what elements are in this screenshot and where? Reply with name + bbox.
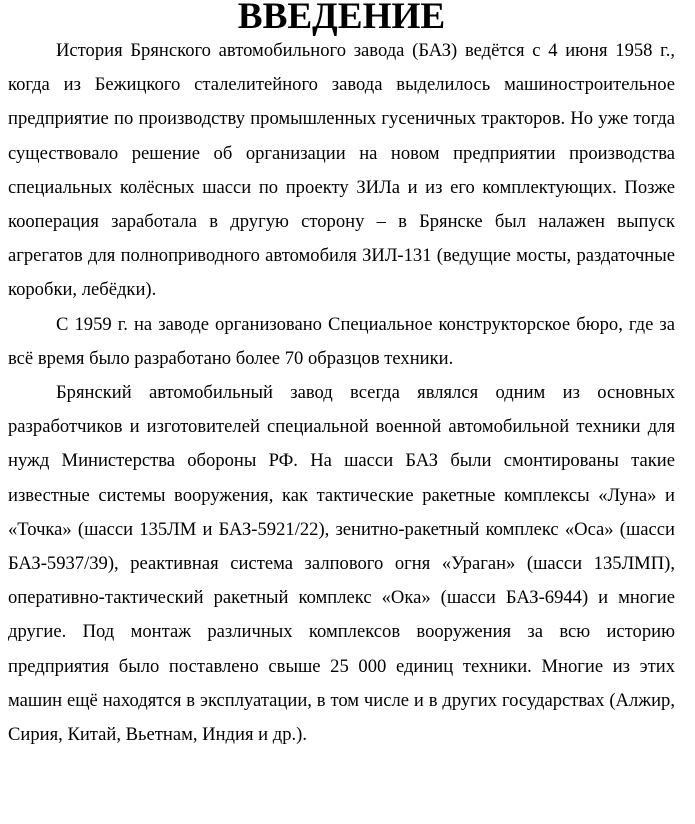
paragraph-design-bureau: С 1959 г. на заводе организовано Специальное конструкторское бюро, где за всё время было разработано более 70 образцов техники.: [8, 313, 675, 369]
paragraph-history: История Брянского автомобильного завода (БАЗ) ведётся с 4 июня 1958 г., когда из Бежицкого сталелитейного завода выделилось машиностроительное предприятие по производству промышленных гусеничных тракторов. Но уже тогда существовало решение об организации на новом предприятии производства специальных колёсных шасси по проекту ЗИЛа и из его комплектующих. Позже кооперация заработала в другую сторону – в Брянске был налажен выпуск агрегатов для полноприводного автомобиля ЗИЛ-131 (ведущие мосты, раздаточные коробки, лебёдки).: [8, 40, 675, 301]
paragraph-military-vehicles: Брянский автомобильный завод всегда являлся одним из основных разработчиков и изготовителей специальной военной автомобильной техники для нужд Министерства обороны РФ. На шасси БАЗ были смонтированы такие известные системы вооружения, как тактические ракетные комплексы «Луна» и «Точка» (шасси 135ЛМ и БАЗ-5921/22), зенитно-ракетный комплекс «Оса» (шасси БАЗ-5937/39), реактивная система залпового огня «Ураган» (шасси 135ЛМП), оперативно-тактический ракетный комплекс «Ока» (шасси БАЗ-6944) и многие другие. Под монтаж различных комплексов вооружения за всю историю предприятия было поставлено свыше 25 000 единиц техники. Многие из этих машин ещё находятся в эксплуатации, в том числе и в других государствах (Алжир, Сирия, Китай, Вьетнам, Индия и др.).: [8, 382, 675, 746]
document-title: ВВЕДЕНИЕ: [237, 0, 446, 37]
document-page: [8, 0, 675, 752]
